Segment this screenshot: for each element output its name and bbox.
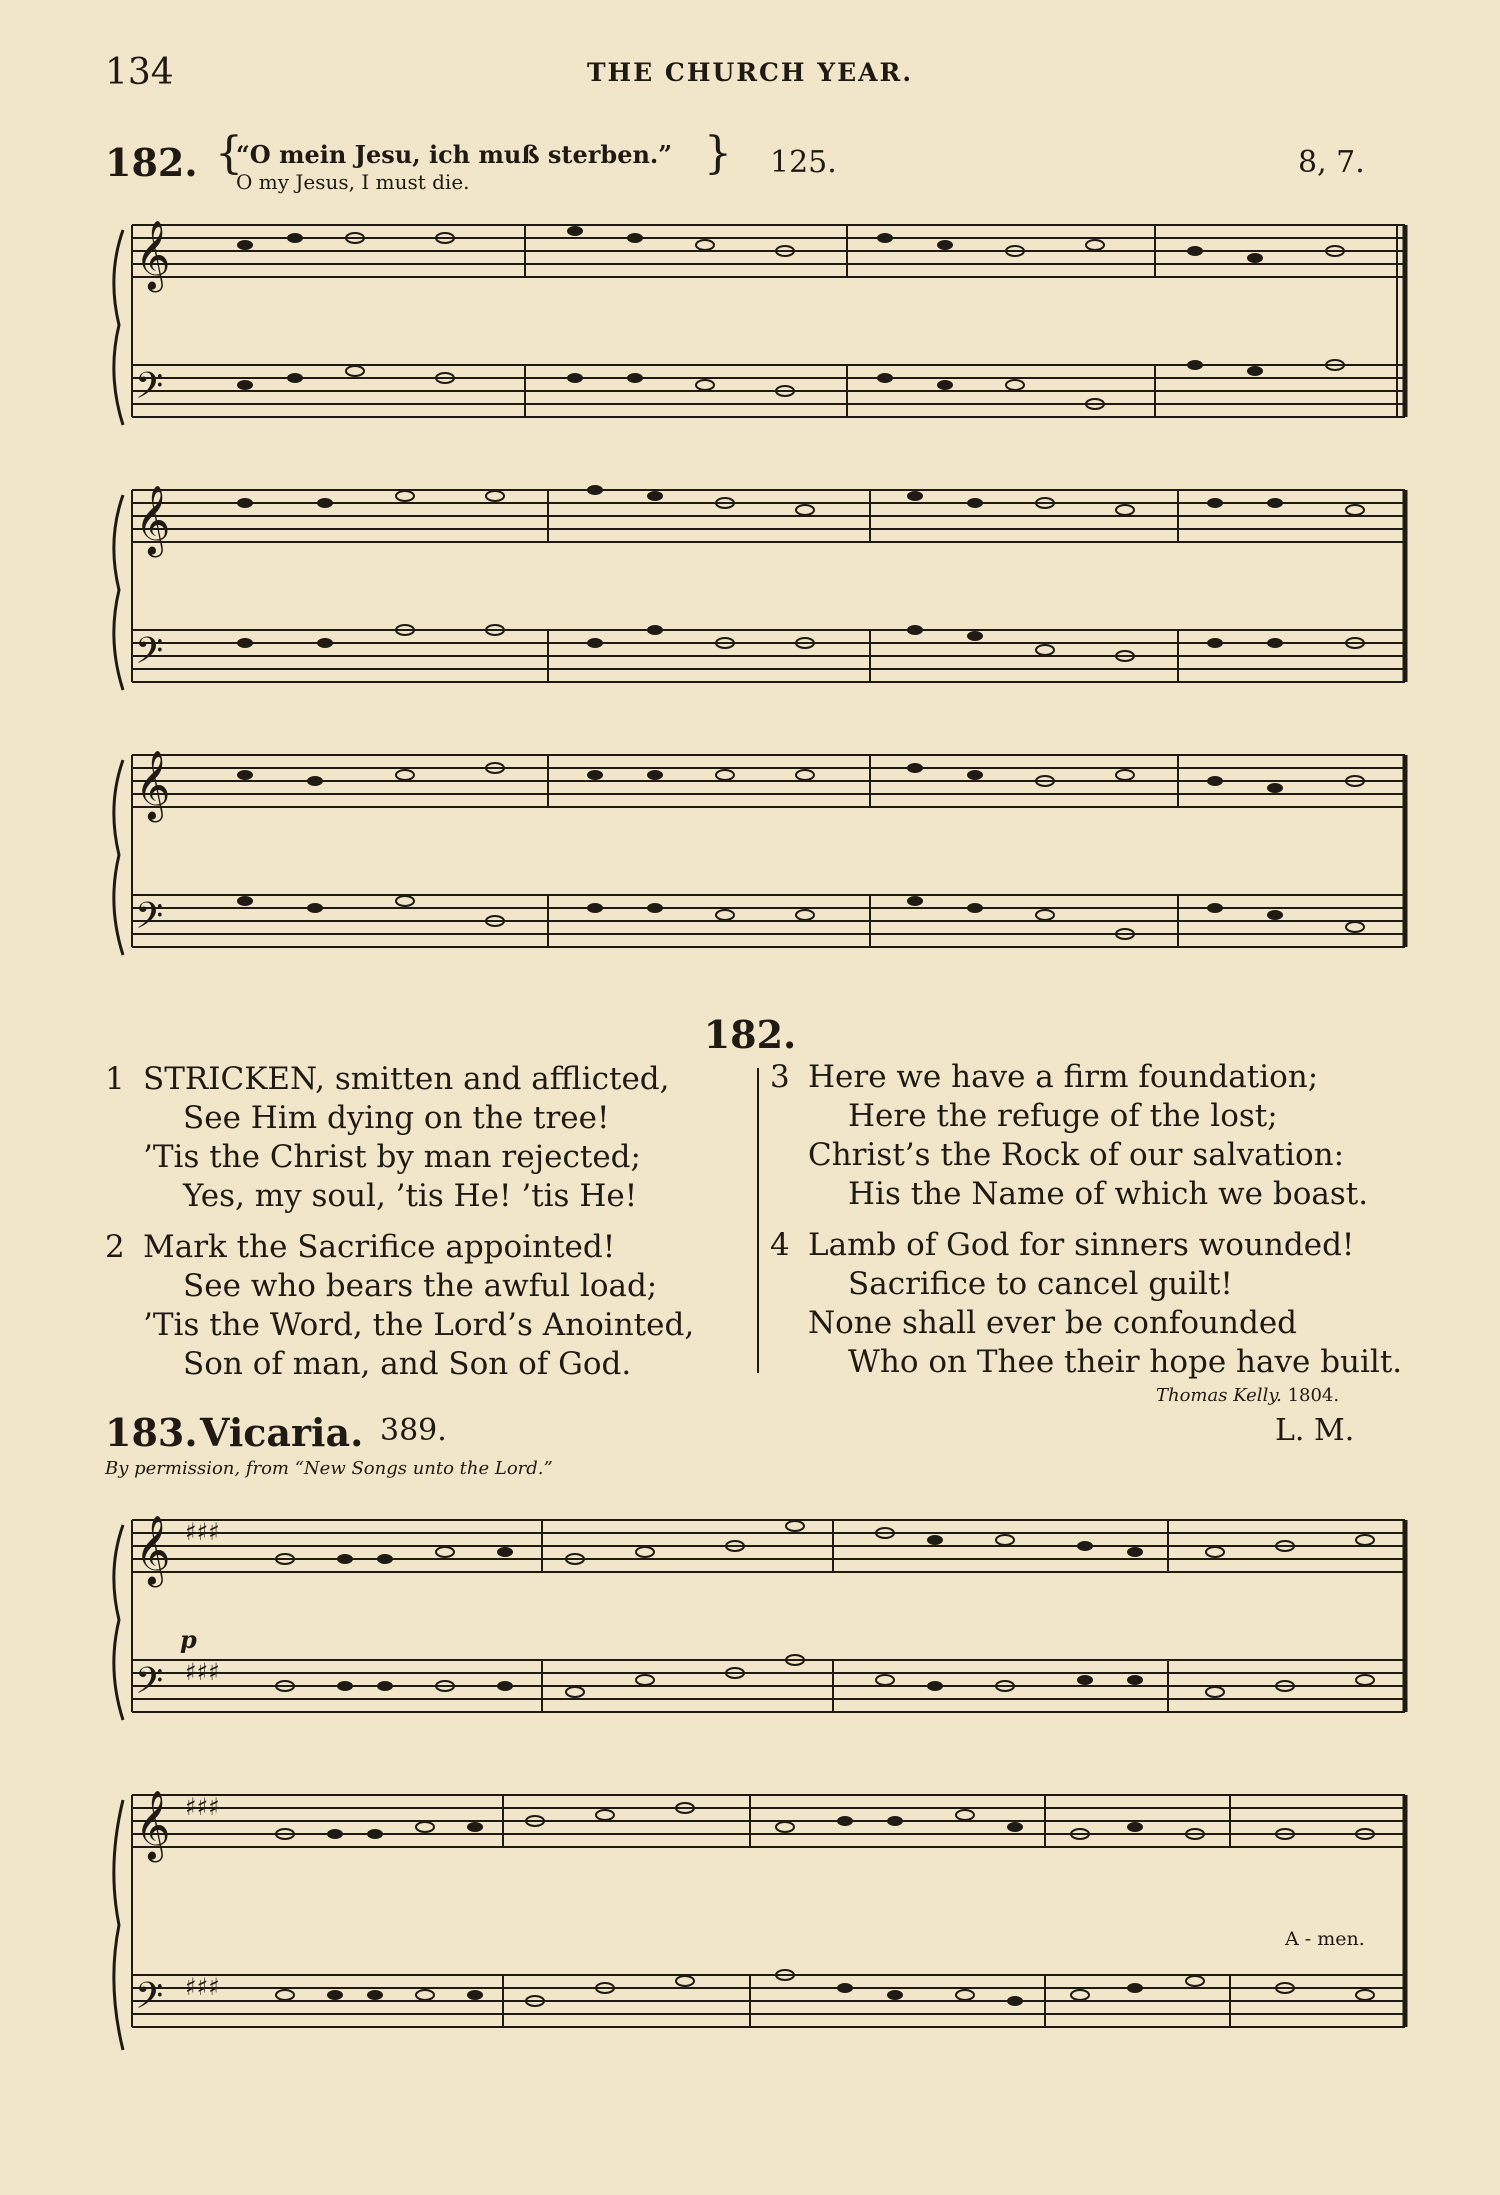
hymn-182-tune-number: 125.: [770, 145, 837, 180]
hymn-183-number: 183.: [105, 1410, 198, 1455]
verse-line: ’Tis the Christ by man rejected;: [143, 1139, 641, 1175]
verse-line: STRICKEN, smitten and afflicted,: [143, 1061, 670, 1097]
music-system-1: [105, 205, 1410, 455]
stanza-number: 4: [770, 1227, 790, 1263]
svg-text:𝄞: 𝄞: [135, 750, 171, 820]
verse-line: Who on Thee their hope have built.: [848, 1344, 1403, 1380]
svg-text:♯♯♯: ♯♯♯: [185, 1518, 220, 1546]
verse-line: None shall ever be confounded: [808, 1305, 1298, 1341]
music-system-2: [105, 470, 1410, 720]
verse-line: Son of man, and Son of God.: [183, 1346, 632, 1382]
verse-line: Sacrifice to cancel guilt!: [848, 1266, 1233, 1302]
svg-text:𝄢: 𝄢: [135, 365, 164, 416]
author-year: 1804.: [1287, 1385, 1340, 1406]
grand-staff: [105, 470, 1410, 720]
verses-left-column: [105, 1060, 765, 1396]
verse-line: Here we have a firm foundation;: [808, 1059, 1319, 1095]
verse-line: See who bears the awful load;: [183, 1268, 658, 1304]
stanza-3: [770, 1058, 1410, 1214]
stanza-number: 1: [105, 1061, 125, 1097]
verse-line: Mark the Sacrifice appointed!: [143, 1229, 616, 1265]
hymn-182-text-number: 182.: [703, 1012, 797, 1057]
hymn-182-meter: 8, 7.: [1298, 145, 1365, 180]
hymn-183-tune-number: 389.: [380, 1413, 447, 1448]
verse-line: His the Name of which we boast.: [848, 1176, 1369, 1212]
stanza-number: 3: [770, 1059, 790, 1095]
svg-text:♯♯♯: ♯♯♯: [185, 1658, 220, 1686]
verse-line: ’Tis the Word, the Lord’s Anointed,: [143, 1307, 695, 1343]
page-number: 134: [105, 52, 174, 93]
grand-staff: [105, 1775, 1410, 2075]
grand-staff: [105, 1500, 1410, 1750]
stanza-2: [105, 1228, 765, 1384]
verse-line: Christ’s the Rock of our salvation:: [808, 1137, 1345, 1173]
svg-text:𝄞: 𝄞: [135, 485, 171, 555]
column-divider: [757, 1068, 759, 1373]
svg-text:𝄢: 𝄢: [135, 630, 164, 681]
left-brace: {: [215, 128, 243, 179]
hymn-183-meter: L. M.: [1275, 1413, 1355, 1448]
stanza-1: [105, 1060, 765, 1216]
verses-right-column: [770, 1058, 1410, 1394]
author-name: Thomas Kelly.: [1156, 1385, 1282, 1406]
right-brace: }: [704, 128, 732, 179]
svg-text:𝄢: 𝄢: [135, 895, 164, 946]
svg-text:𝄞: 𝄞: [135, 1515, 171, 1585]
svg-text:𝄞: 𝄞: [135, 220, 171, 290]
verse-line: Here the refuge of the lost;: [848, 1098, 1278, 1134]
verse-line: Lamb of God for sinners wounded!: [808, 1227, 1355, 1263]
svg-text:♯♯♯: ♯♯♯: [185, 1793, 220, 1821]
tune-name: Vicaria.: [200, 1410, 364, 1455]
svg-text:♯♯♯: ♯♯♯: [185, 1973, 220, 2001]
english-title: O my Jesus, I must die.: [236, 170, 470, 194]
svg-text:𝄢: 𝄢: [135, 1660, 164, 1711]
amen-lyric: A - men.: [1285, 1928, 1365, 1950]
music-system-3: [105, 735, 1410, 985]
verse-line: Yes, my soul, ’tis He! ’tis He!: [183, 1178, 638, 1214]
music-system-4: [105, 1500, 1410, 1750]
running-head: THE CHURCH YEAR.: [586, 58, 914, 87]
verse-line: See Him dying on the tree!: [183, 1100, 610, 1136]
dynamic-marking: p: [180, 1625, 197, 1654]
svg-text:𝄢: 𝄢: [135, 1975, 164, 2026]
svg-text:𝄞: 𝄞: [135, 1790, 171, 1860]
author: [1156, 1385, 1339, 1406]
german-title: “O mein Jesu, ich muß sterben.”: [236, 140, 673, 169]
grand-staff: [105, 205, 1410, 455]
stanza-4: [770, 1226, 1410, 1382]
grand-staff: [105, 735, 1410, 985]
music-system-5: [105, 1775, 1410, 2075]
permission-note: By permission, from “New Songs unto the Lord.”: [105, 1458, 553, 1479]
hymn-182-number: 182.: [105, 140, 198, 185]
stanza-number: 2: [105, 1229, 125, 1265]
